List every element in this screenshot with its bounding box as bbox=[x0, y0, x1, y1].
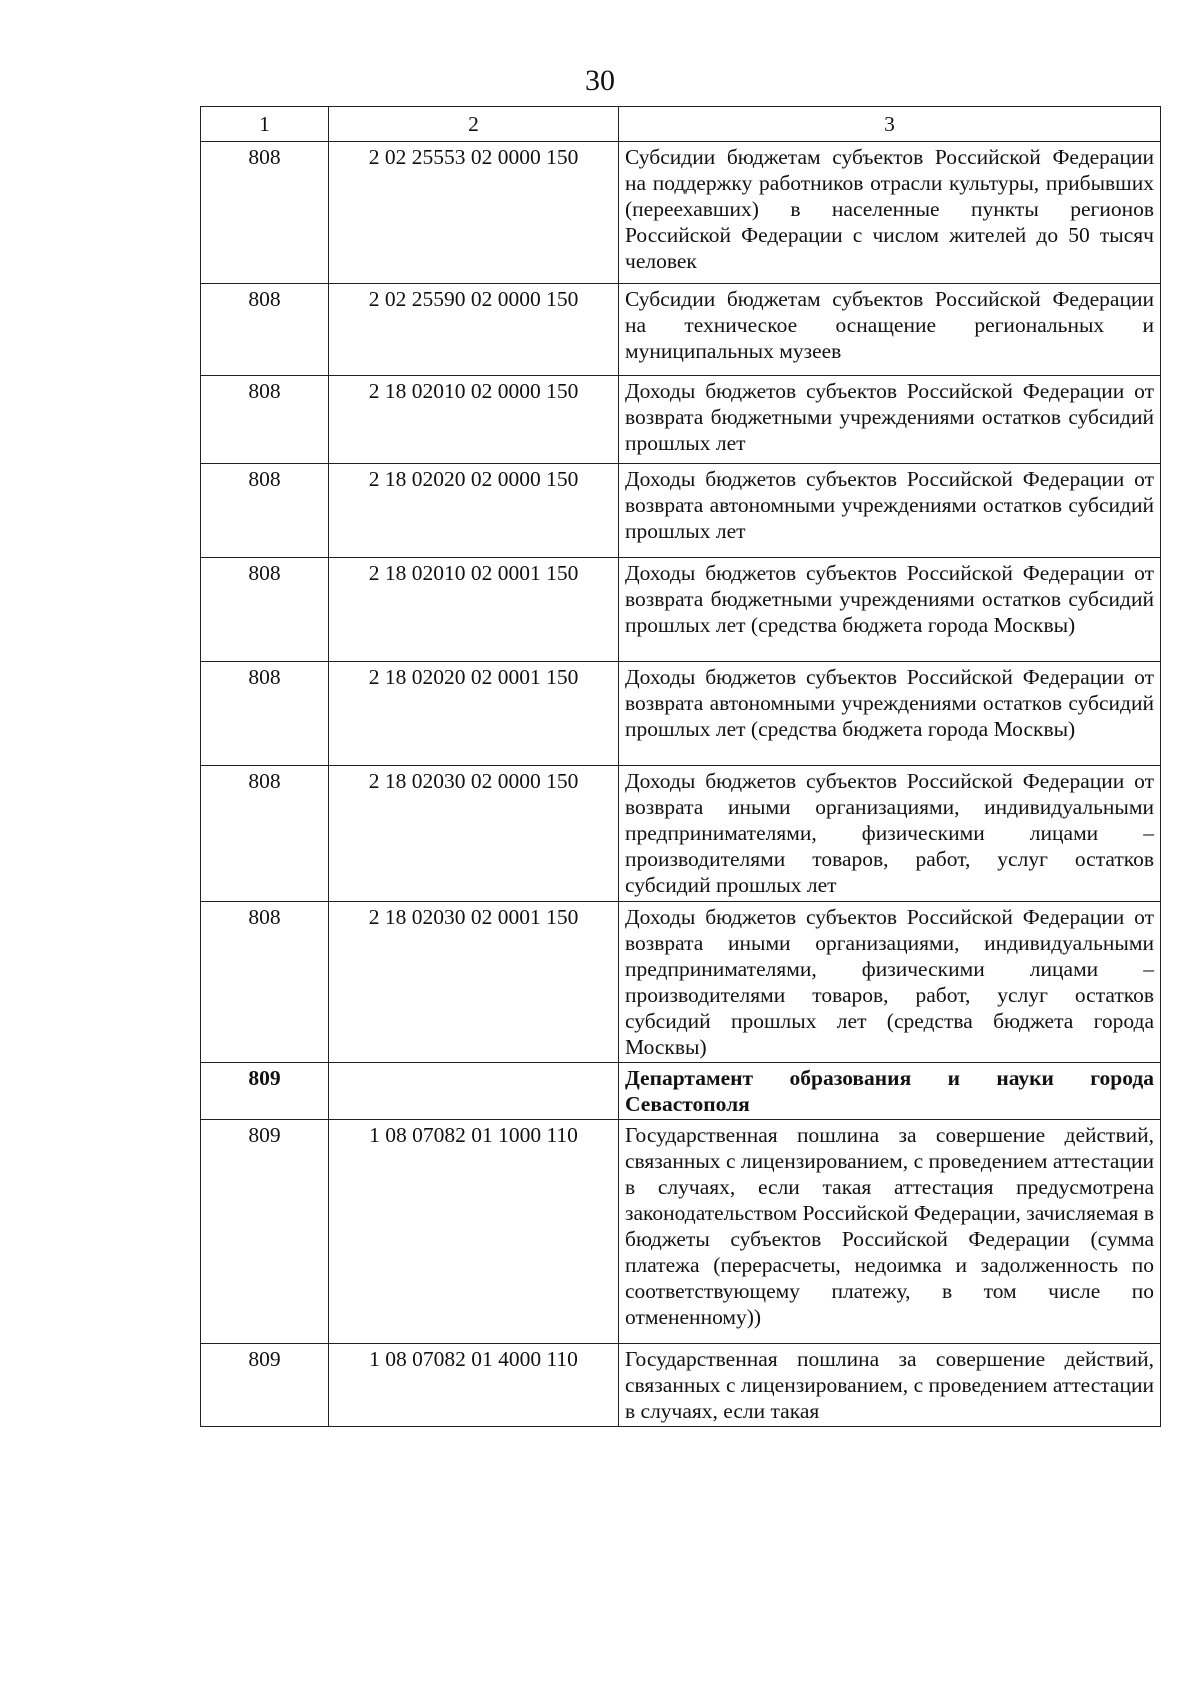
column-header-2: 2 bbox=[329, 107, 619, 142]
revenue-description-cell: Государственная пошлина за совершение действий, связанных с лицензированием, с проведением аттестации в случаях, если такая аттестация предусмотрена законодательством Российской Федерации, зачисляемая в бюджеты субъектов Российской Федерации (сумма платежа (перерасчеты, недоимка и задолженность по соответствующему платежу, в том числе по отмененному)) bbox=[619, 1120, 1161, 1344]
revenue-code-cell: 2 18 02010 02 0000 150 bbox=[329, 376, 619, 464]
admin-code-cell: 808 bbox=[201, 766, 329, 902]
department-row bbox=[201, 1063, 1161, 1120]
column-header-3: 3 bbox=[619, 107, 1161, 142]
admin-code-cell: 808 bbox=[201, 464, 329, 558]
table-row bbox=[201, 464, 1161, 558]
revenue-code-cell: 2 18 02020 02 0000 150 bbox=[329, 464, 619, 558]
column-header-1: 1 bbox=[201, 107, 329, 142]
table-row bbox=[201, 142, 1161, 284]
revenue-code-cell: 1 08 07082 01 4000 110 bbox=[329, 1344, 619, 1427]
table-row bbox=[201, 766, 1161, 902]
revenue-code-cell: 2 18 02020 02 0001 150 bbox=[329, 662, 619, 766]
table-row bbox=[201, 662, 1161, 766]
revenue-description-cell: Субсидии бюджетам субъектов Российской Федерации на поддержку работников отрасли культуры, прибывших (переехавших) в населенные пункты регионов Российской Федерации с числом жителей до 50 тысяч человек bbox=[619, 142, 1161, 284]
revenue-description-cell: Доходы бюджетов субъектов Российской Федерации от возврата бюджетными учреждениями остатков субсидий прошлых лет (средства бюджета города Москвы) bbox=[619, 558, 1161, 662]
revenue-code-cell: 1 08 07082 01 1000 110 bbox=[329, 1120, 619, 1344]
admin-code-cell: 808 bbox=[201, 284, 329, 376]
revenue-code-cell: 2 18 02030 02 0001 150 bbox=[329, 902, 619, 1063]
admin-code-cell: 809 bbox=[201, 1120, 329, 1344]
revenue-description-cell: Доходы бюджетов субъектов Российской Федерации от возврата иными организациями, индивидуальными предпринимателями, физическими лицами – производителями товаров, работ, услуг остатков субсидий прошлых лет bbox=[619, 766, 1161, 902]
revenue-description-cell: Государственная пошлина за совершение действий, связанных с лицензированием, с проведением аттестации в случаях, если такая bbox=[619, 1344, 1161, 1427]
table-row bbox=[201, 902, 1161, 1063]
revenue-code-cell: 2 02 25553 02 0000 150 bbox=[329, 142, 619, 284]
table-row bbox=[201, 558, 1161, 662]
budget-revenue-table bbox=[200, 106, 1161, 1427]
admin-code-cell: 808 bbox=[201, 376, 329, 464]
page-number: 30 bbox=[585, 64, 615, 97]
revenue-code-cell bbox=[329, 1063, 619, 1120]
table-row bbox=[201, 1344, 1161, 1427]
revenue-description-cell: Доходы бюджетов субъектов Российской Федерации от возврата бюджетными учреждениями остатков субсидий прошлых лет bbox=[619, 376, 1161, 464]
table-row bbox=[201, 284, 1161, 376]
revenue-description-cell: Субсидии бюджетам субъектов Российской Федерации на техническое оснащение региональных и муниципальных музеев bbox=[619, 284, 1161, 376]
table-row bbox=[201, 1120, 1161, 1344]
revenue-code-cell: 2 18 02010 02 0001 150 bbox=[329, 558, 619, 662]
department-name-cell: Департамент образования и науки города Севастополя bbox=[619, 1063, 1161, 1120]
revenue-code-cell: 2 02 25590 02 0000 150 bbox=[329, 284, 619, 376]
revenue-description-cell: Доходы бюджетов субъектов Российской Федерации от возврата автономными учреждениями остатков субсидий прошлых лет (средства бюджета города Москвы) bbox=[619, 662, 1161, 766]
table-row bbox=[201, 376, 1161, 464]
revenue-description-cell: Доходы бюджетов субъектов Российской Федерации от возврата иными организациями, индивидуальными предпринимателями, физическими лицами – производителями товаров, работ, услуг остатков субсидий прошлых лет (средства бюджета города Москвы) bbox=[619, 902, 1161, 1063]
admin-code-cell: 808 bbox=[201, 902, 329, 1063]
admin-code-cell: 808 bbox=[201, 558, 329, 662]
admin-code-cell: 809 bbox=[201, 1063, 329, 1120]
admin-code-cell: 808 bbox=[201, 142, 329, 284]
revenue-code-cell: 2 18 02030 02 0000 150 bbox=[329, 766, 619, 902]
table-header-row bbox=[201, 107, 1161, 142]
revenue-description-cell: Доходы бюджетов субъектов Российской Федерации от возврата автономными учреждениями остатков субсидий прошлых лет bbox=[619, 464, 1161, 558]
admin-code-cell: 809 bbox=[201, 1344, 329, 1427]
admin-code-cell: 808 bbox=[201, 662, 329, 766]
